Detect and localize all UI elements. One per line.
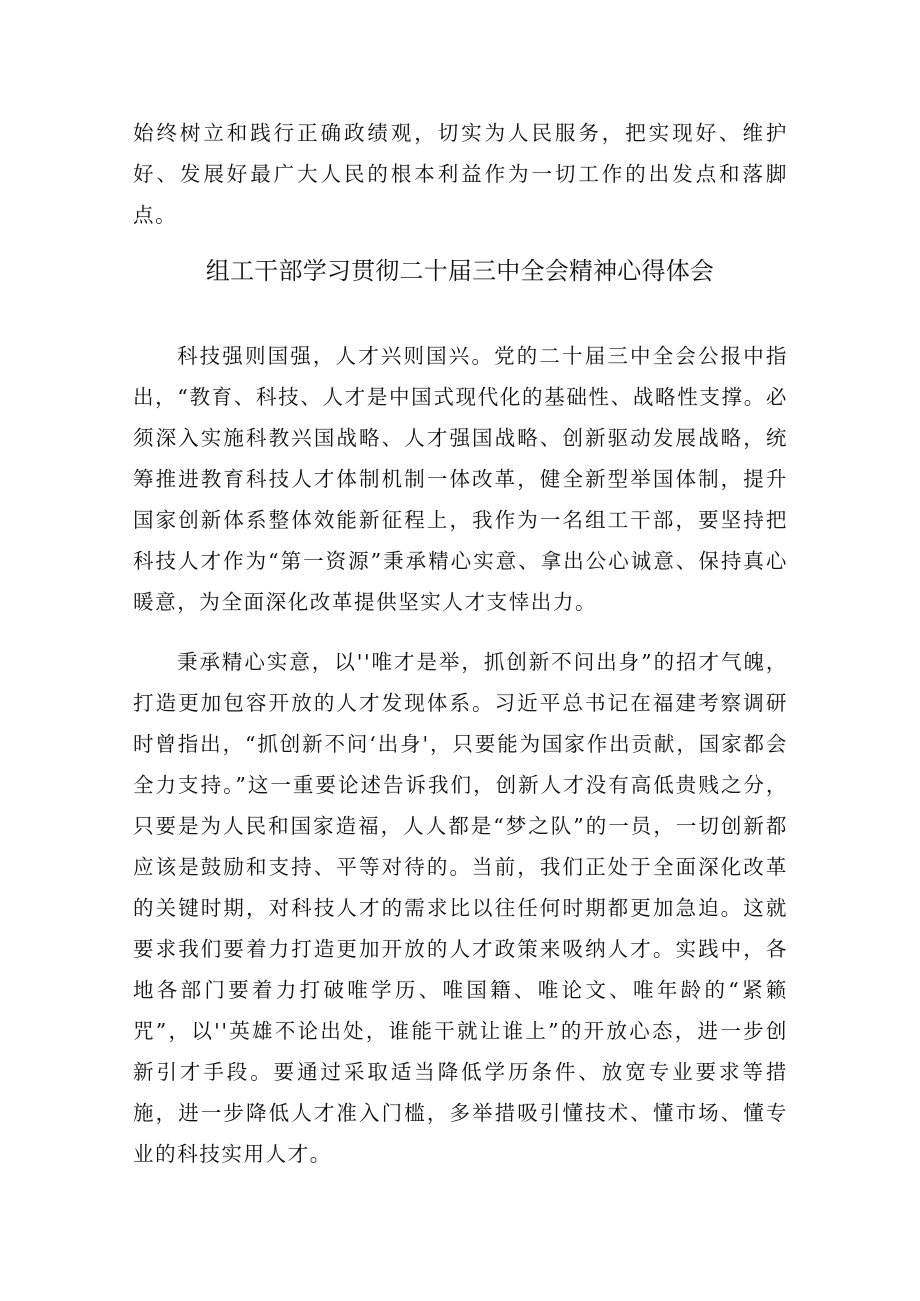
lead-paragraph: 始终树立和践行正确政绩观，切实为人民服务，把实现好、维护好、发展好最广大人民的根本利益作为一切工作的出发点和落脚点。: [133, 121, 788, 227]
body-paragraph-2: 秉承精心实意，以''唯才是举，抓创新不问出身”的招才气魄，打造更加包容开放的人才发现体系。习近平总书记在福建考察调研时曾指出，“抓创新不问‘出身'，只要能为国家作出贡献，国家都会全力支持。”这一重要论述告诉我们，创新人才没有高低贵贱之分，只要是为人民和国家造福，人人都是“梦之队”的一员，一切创新都应该是鼓励和支持、平等对待的。当前，我们正处于全面深化改革的关键时期，对科技人才的需求比以往任何时期都更加急迫。这就要求我们要着力打造更加开放的人才政策来吸纳人才。实践中，各地各部门要着力打破唯学历、唯国籍、唯论文、唯年龄的“紧籁咒”，以''英雄不论出处，谁能干就让谁上”的开放心态，进一步创新引才手段。要通过采取适当降低学历条件、放宽专业要求等措施，进一步降低人才准入门槛，多举措吸引懂技术、懂市场、懂专业的科技实用人才。: [133, 650, 788, 1166]
article-title: 组工干部学习贯彻二十届三中全会精神心得体会: [205, 257, 715, 285]
body-paragraph-1: 科技强则国强，人才兴则国兴。党的二十届三中全会公报中指出，“教育、科技、人才是中国式现代化的基础性、战略性支撑。必须深入实施科教兴国战略、人才强国战略、创新驱动发展战略，统筹推进教育科技人才体制机制一体改革，健全新型举国体制，提升国家创新体系整体效能新征程上，我作为一名组工干部，要坚持把科技人才作为“第一资源”秉承精心实意、拿出公心诚意、保持真心暖意，为全面深化改革提供坚实人才支悻出力。: [133, 344, 788, 614]
